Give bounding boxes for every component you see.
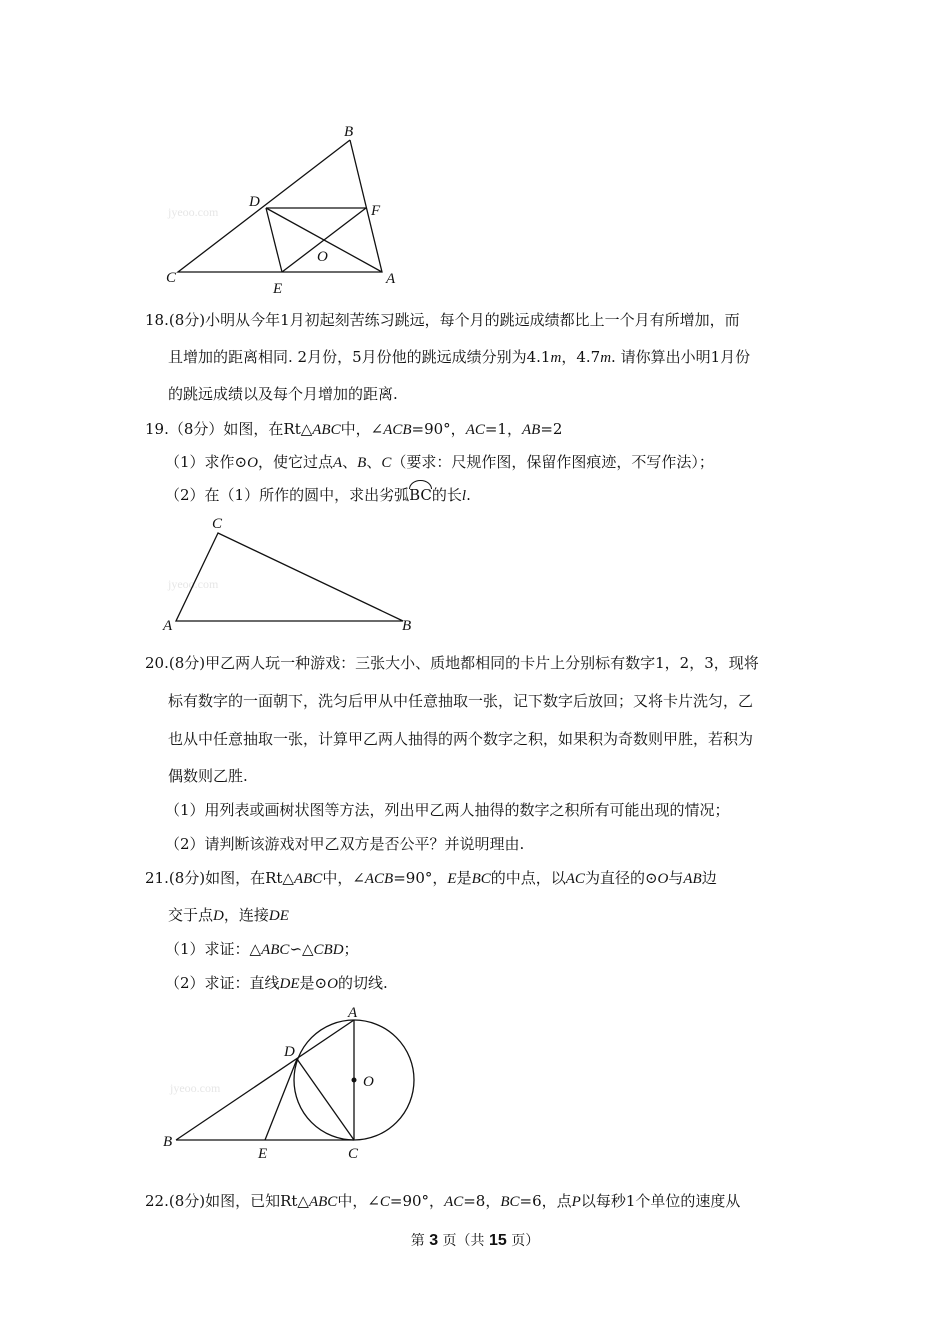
figure-q17-svg — [160, 120, 410, 300]
question-number: 20. — [145, 654, 169, 672]
segment-dc — [297, 1059, 354, 1140]
label-a: A — [348, 1005, 358, 1021]
watermark: jyeoo.com — [170, 1081, 221, 1095]
question-score: (8分) — [168, 869, 206, 887]
label-b: B — [344, 124, 354, 140]
figure-q19-svg — [160, 512, 420, 637]
q18-line2: 且增加的距离相同. 2月份，5月份他的跳远成绩分别为4.1m，4.7m. 请你算出小明1月份 — [168, 348, 751, 366]
center-point — [352, 1078, 357, 1083]
segment-de — [265, 1059, 297, 1140]
q21-part2: （2）求证：直线DE是⊙O的切线. — [165, 974, 388, 992]
question-score: (8分) — [168, 1192, 206, 1210]
figure-q17 — [160, 120, 410, 300]
label-o: O — [363, 1074, 374, 1090]
label-b: B — [402, 618, 412, 634]
label-c: C — [348, 1146, 359, 1162]
label-f: F — [371, 203, 381, 219]
question-score: (8分) — [168, 311, 206, 329]
page-total: 15 — [489, 1232, 507, 1249]
q22-line1: 22.(8分)如图，已知Rt△ABC中，∠C=90°，AC=8，BC=6，点P以每秒1个单位的速度从 — [145, 1192, 741, 1210]
arc-bc: BC — [409, 486, 432, 504]
q18-line3: 的跳远成绩以及每个月增加的距离. — [168, 385, 398, 403]
figure-q21-svg — [160, 1000, 430, 1165]
label-o: O — [317, 249, 328, 265]
label-d: D — [249, 194, 260, 210]
figure-q19 — [160, 512, 420, 637]
label-d: D — [284, 1044, 295, 1060]
q20-line3: 也从中任意抽取一张，计算甲乙两人抽得的两个数字之积，如果积为奇数则甲胜，若积为 — [168, 730, 754, 748]
q20-line2: 标有数字的一面朝下，洗匀后甲从中任意抽取一张，记下数字后放回；又将卡片洗匀，乙 — [168, 692, 754, 710]
label-b: B — [163, 1134, 173, 1150]
label-e: E — [273, 281, 283, 297]
question-number: 21. — [145, 869, 169, 887]
q20-line4: 偶数则乙胜. — [168, 767, 248, 785]
q20-part2: （2）请判断该游戏对甲乙双方是否公平？并说明理由. — [165, 835, 525, 853]
page-number: 3 — [429, 1232, 439, 1249]
label-a: A — [163, 618, 173, 634]
q21-line2: 交于点D，连接DE — [168, 906, 289, 924]
page-footer: 第 3 页（共 15 页） — [410, 1232, 540, 1249]
figure-q21 — [160, 1000, 430, 1165]
question-number: 18. — [145, 311, 169, 329]
label-c: C — [166, 270, 177, 286]
label-a: A — [386, 271, 396, 287]
label-e: E — [258, 1146, 268, 1162]
q18-line1: 18.(8分)小明从今年1月初起刻苦练习跳远，每个月的跳远成绩都比上一个月有所增加，而 — [145, 311, 740, 329]
label-c: C — [212, 516, 223, 532]
segment-ab — [176, 1020, 354, 1140]
question-number: 22. — [145, 1192, 169, 1210]
q19-part1: （1）求作⊙O，使它过点A、B、C（要求：尺规作图，保留作图痕迹，不写作法）； — [165, 453, 714, 471]
q19-line1: 19.（8分）如图，在Rt△ABC中，∠ACB=90°，AC=1，AB=2 — [145, 420, 563, 438]
question-score: (8分) — [168, 654, 206, 672]
q21-line1: 21.(8分)如图，在Rt△ABC中，∠ACB=90°，E是BC的中点，以AC为直径的⊙O与AB边 — [145, 869, 717, 887]
q21-part1: （1）求证：△ABC∽△CBD； — [165, 940, 359, 958]
watermark: jyeoo.com — [168, 205, 219, 219]
question-score: （8分） — [168, 420, 224, 438]
question-number: 19. — [145, 420, 169, 438]
q20-line1: 20.(8分)甲乙两人玩一种游戏：三张大小、质地都相同的卡片上分别标有数字1，2，3，现将 — [145, 654, 759, 672]
q20-part1: （1）用列表或画树状图等方法，列出甲乙两人抽得的数字之积所有可能出现的情况； — [165, 801, 730, 819]
segment-de — [266, 208, 282, 272]
q19-part2: （2）在（1）所作的圆中，求出劣弧BC的长l. — [165, 486, 471, 504]
watermark: jyeoo.com — [168, 577, 219, 591]
